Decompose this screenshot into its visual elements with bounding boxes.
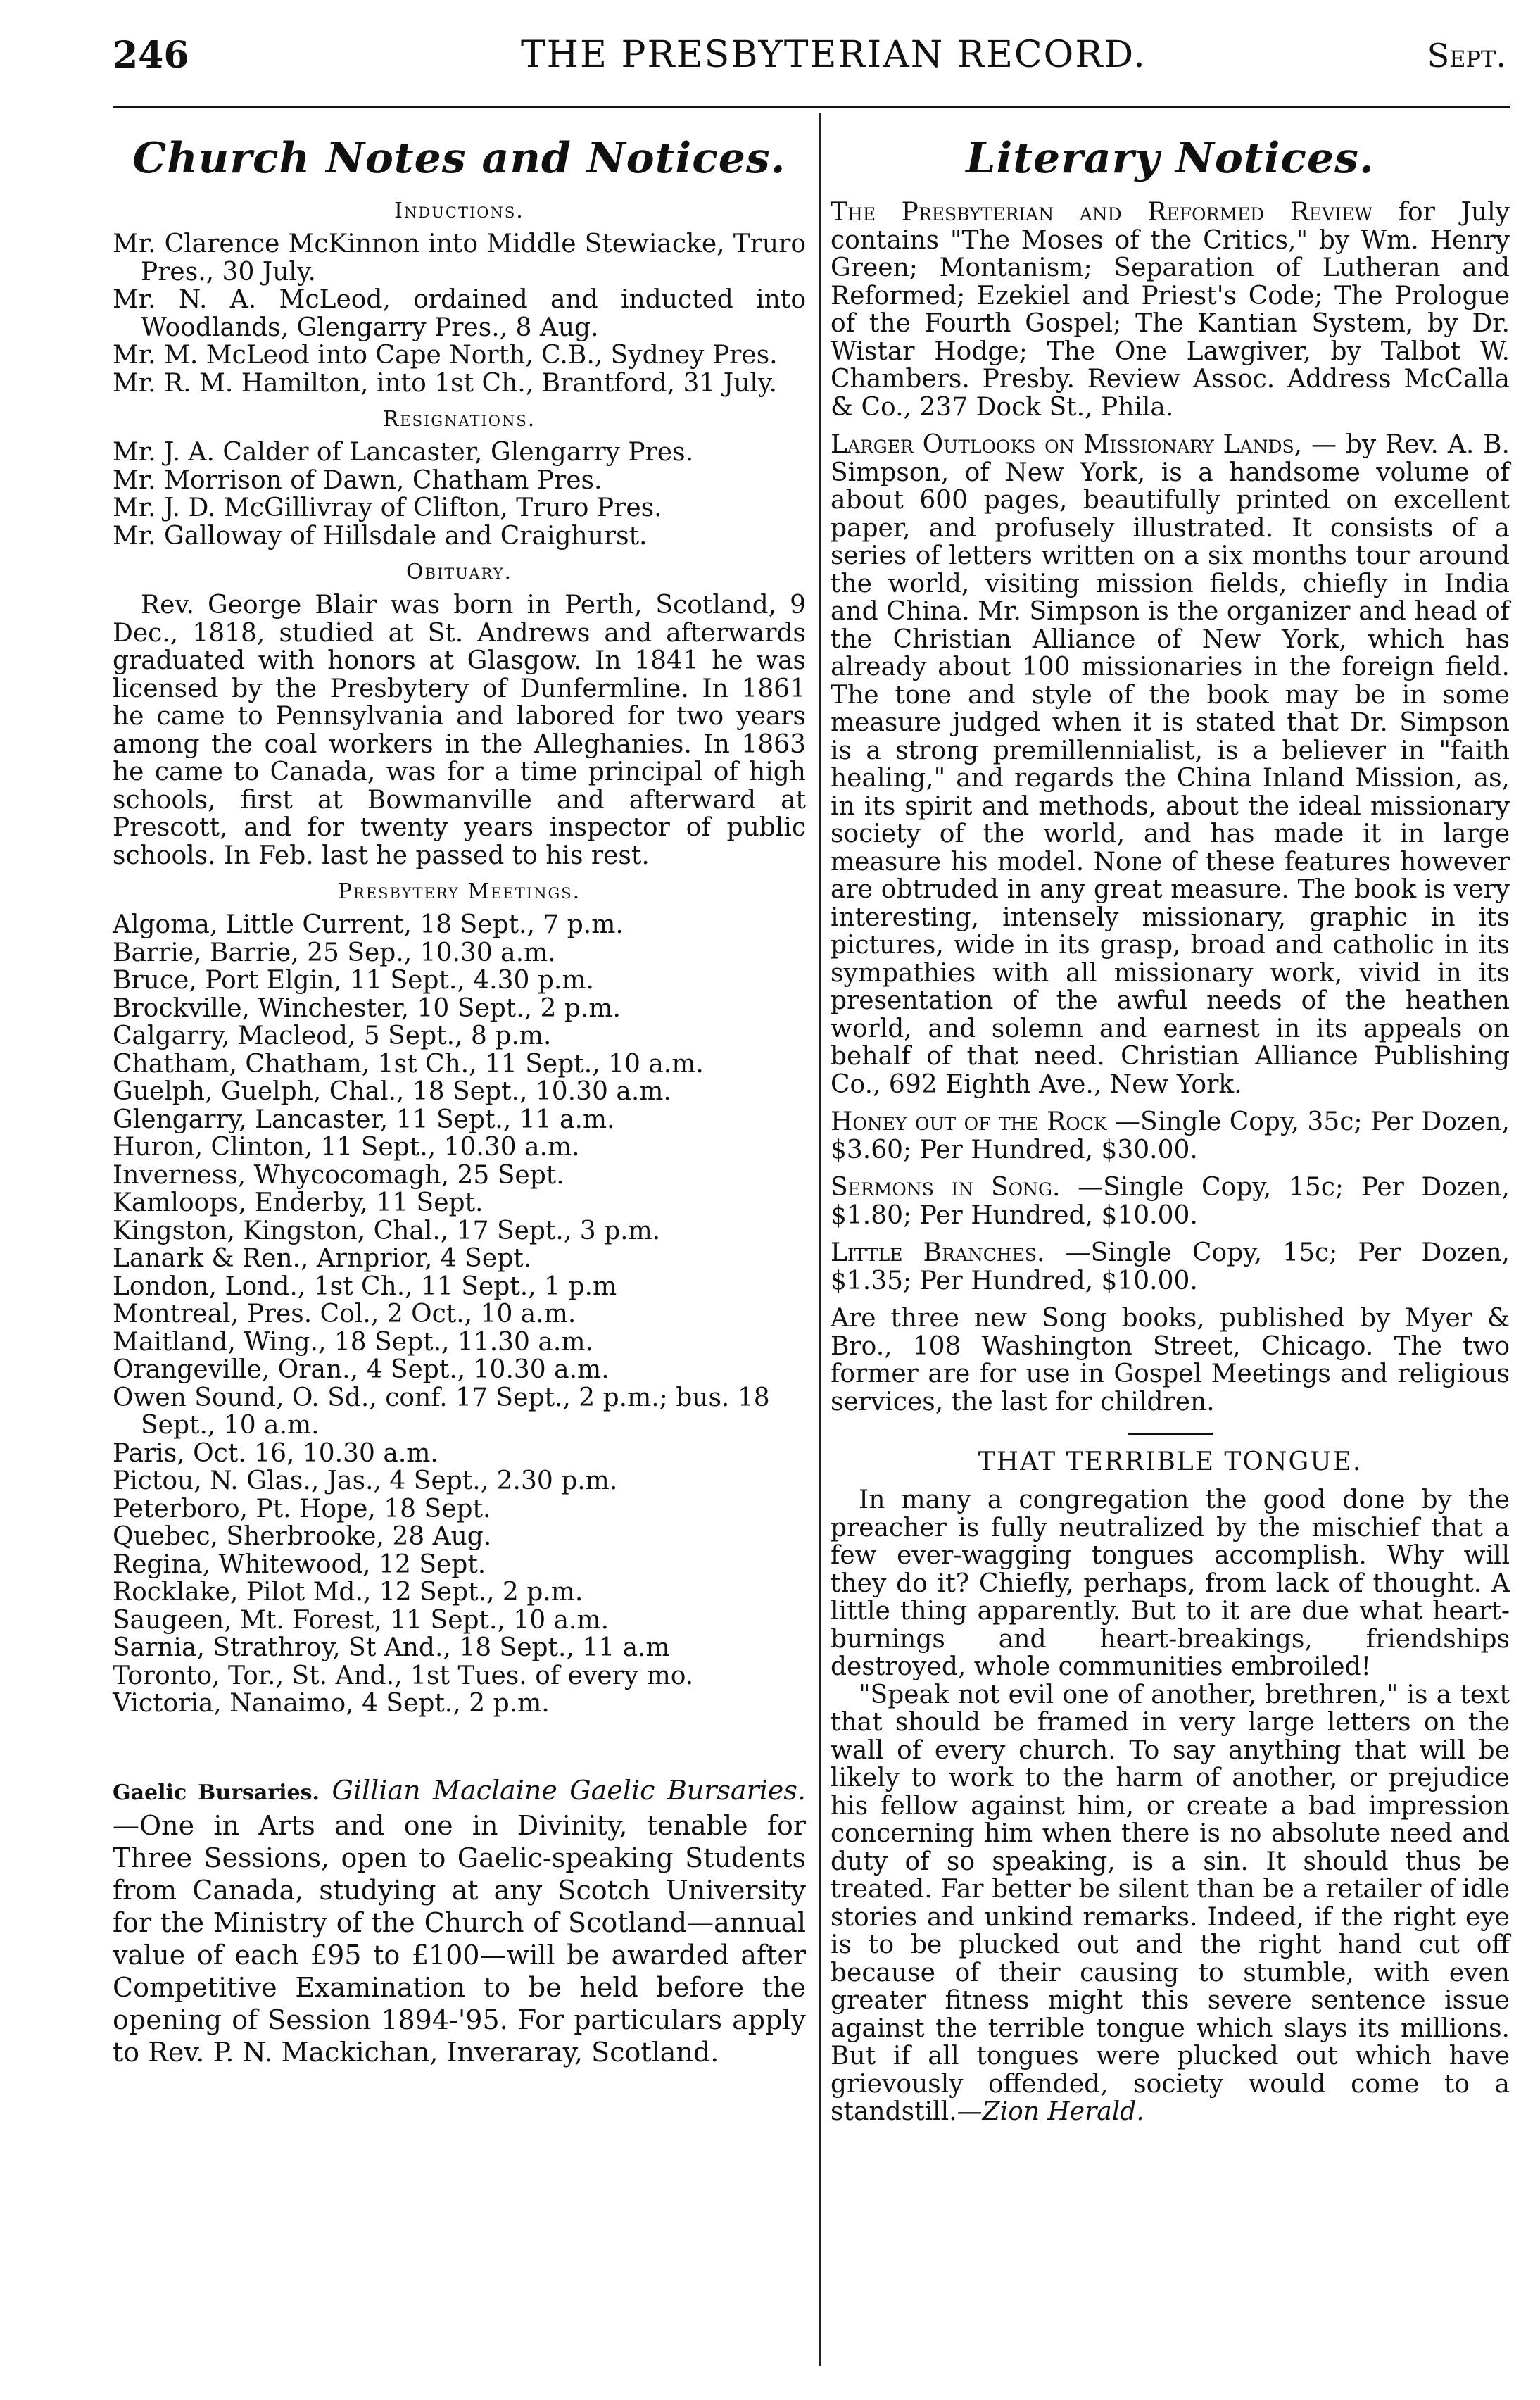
tongue-article-title: THAT TERRIBLE TONGUE. [978,1447,1363,1476]
meeting-item: Quebec, Sherbrooke, 28 Aug. [113,1522,492,1551]
resignation-item: Mr. Galloway of Hillsdale and Craighurst. [113,521,648,551]
notice-lead: Sermons in Song. [831,1173,1061,1202]
notice-text: for July contains "The Moses of the Critics," by Wm. Henry Green; Montanism; Separation of Lutheran and Reformed; Ezekiel and Priest's Code; The Prologue of the Fourth Gospel; The Kantian System, by Dr. Wistar Hodge; The One Lawgiver, by Talbot W. Chambers. Presby. Review Assoc. Address McCalla & Co., 237 Dock St., Phila. [831,198,1510,422]
gaelic-bursaries-title: Gillian Maclaine Gaelic Bursaries. [332,1774,806,1806]
tongue-article-body [831,1486,1510,2126]
meeting-item: Victoria, Nanaimo, 4 Sept., 2 p.m. [113,1689,550,1718]
page-header [113,34,1506,83]
resignations-list [113,439,806,550]
meeting-item: Chatham, Chatham, 1st Ch., 11 Sept., 10 a.m. [113,1049,704,1079]
notice-text: —Single Copy, 15c; Per Dozen, $1.80; Per Hundred, $10.00. [831,1173,1510,1230]
induction-item: Mr. R. M. Hamilton, into 1st Ch., Brantford, 31 July. [113,368,777,398]
literary-notice [831,1305,1510,1416]
notice-lead: Larger Outlooks on Missionary Lands, [831,430,1303,459]
meetings-heading: Presbytery Meetings. [337,879,581,904]
meeting-item: Pictou, N. Glas., Jas., 4 Sept., 2.30 p.m. [113,1466,618,1495]
obituary-text: Rev. George Blair was born in Perth, Scotland, 9 Dec., 1818, studied at St. Andrews and afterwards graduated with honors at Glasgow. In 1841 he was licensed by the Presbytery of Dunfermline. In 1861 he came to Pennsylvania and labored for two years among the coal workers in the Alleghanies. In 1863 he came to Canada, was for a time principal of high schools, first at Bowmanville and afterward at Prescott, and for twenty years inspector of public schools. In Feb. last he passed to his rest. [113,591,806,870]
obituary-body [113,591,806,869]
literary-notice [831,431,1510,1098]
notice-text: — by Rev. A. B. Simpson, of New York, is a handsome volume of about 600 pages, beautifully printed on excellent paper, and profusely illustrated. It consists of a series of letters written on a six months tour around the world, visiting mission fields, chiefly in India and China. Mr. Simpson is the organizer and head of the Christian Alliance of New York, which has already about 100 missionaries in the foreign field. The tone and style of the book may be in some measure judged when it is stated that Dr. Simpson is a strong premillennialist, is a believer in "faith healing," and regards the China Inland Mission, as, in its spirit and methods, about the ideal missionary society of the world, and has made it in large measure his model. None of these features however are obtruded in any great measure. The book is very interesting, intensely missionary, graphic in its pictures, wide in its grasp, broad and catholic in its sympathies with all missionary work, vivid in its presentation of the awful needs of the heathen world, and solemn and earnest in its appeals on behalf of that need. Christian Alliance Publishing Co., 692 Eighth Ave., New York. [831,430,1510,1099]
resignation-item: Mr. J. D. McGillivray of Clifton, Truro Pres. [113,494,662,522]
article-paragraph [831,1681,1510,2126]
article-paragraph: In many a congregation the good done by the preacher is fully neutralized by the mischief that a few ever-wagging tongues accomplish. Why will they do it? Chiefly, perhaps, from lack of thought. A little thing apparently. But to it are due what heart-burnings and heart-breakings, friendships destroyed, whole communities embroiled! [831,1485,1510,1681]
induction-item: Mr. M. McLeod into Cape North, C.B., Sydney Pres. [113,341,778,370]
gaelic-bursaries-text: —One in Arts and one in Divinity, tenable for Three Sessions, open to Gaelic-speaking Students from Canada, studying at any Scotch University for the Ministry of the Church of Scotland—annual value of each £95 to £100—will be awarded after Competitive Examination to be held before the opening of Session 1894-'95. For particulars apply to Rev. P. N. Mackichan, Inveraray, Scotland. [113,1809,806,2068]
literary-notice [831,1108,1510,1164]
literary-notices-heading: Literary Notices. [966,134,1375,183]
meeting-item: Maitland, Wing., 18 Sept., 11.30 a.m. [113,1327,593,1357]
meeting-item: Barrie, Barrie, 25 Sep., 10.30 a.m. [113,938,556,967]
gaelic-bursaries-notice [113,1774,806,2068]
article-paragraph-text: "Speak not evil one of another, brethren," is a text that should be framed in very large letters on the wall of every church. To say anything that will be likely to work to the harm of another, or prejudice his fellow against him, or create a bad impression concerning him when there is no absolute need and duty of so speaking, is a sin. It should thus be treated. Far better be silent than be a retailer of idle stories and unkind remarks. Indeed, if the right eye is to be plucked out and the right hand cut off because of their causing to stumble, with even greater fitness might this severe sentence issue against the terrible tongue which slays its millions. But if all tongues were plucked out which have grievously offended, society would come to a standstill. [831,1680,1510,2126]
meeting-item: Rocklake, Pilot Md., 12 Sept., 2 p.m. [113,1578,583,1607]
publication-title: THE PRESBYTERIAN RECORD. [521,34,1147,76]
meeting-item: Inverness, Whycocomagh, 25 Sept. [113,1160,564,1190]
meeting-item: Montreal, Pres. Col., 2 Oct., 10 a.m. [113,1300,576,1328]
meeting-item: Sarnia, Strathroy, St And., 18 Sept., 11 a.m [113,1633,670,1662]
meeting-item: Glengarry, Lancaster, 11 Sept., 11 a.m. [113,1105,615,1134]
notice-text: —Single Copy, 15c; Per Dozen, $1.35; Per Hundred, $10.00. [831,1238,1510,1295]
obituary-heading: Obituary. [405,560,513,584]
notice-lead: Little Branches. [831,1238,1045,1267]
right-column [831,127,1510,2126]
meeting-item: Kamloops, Enderby, 11 Sept. [113,1188,484,1217]
meeting-item: London, Lond., 1st Ch., 11 Sept., 1 p.m [113,1271,617,1301]
meeting-item: Toronto, Tor., St. And., 1st Tues. of every mo. [113,1661,694,1690]
page-number: 246 [113,34,189,77]
notice-lead: Honey out of the Rock [831,1107,1107,1136]
section-divider [1128,1433,1213,1435]
meeting-item: Orangeville, Oran., 4 Sept., 10.30 a.m. [113,1355,610,1384]
resignation-item: Mr. Morrison of Dawn, Chatham Pres. [113,465,602,495]
notice-lead: The Presbyterian and Reformed Review [831,198,1373,227]
meeting-item: Paris, Oct. 16, 10.30 a.m. [113,1438,438,1468]
meeting-item: Guelph, Guelph, Chal., 18 Sept., 10.30 a.m. [113,1077,671,1106]
meeting-item: Algoma, Little Current, 18 Sept., 7 p.m. [113,910,624,939]
literary-notice [831,1239,1510,1295]
article-source: —Zion Herald. [957,2097,1144,2126]
meeting-item: Bruce, Port Elgin, 11 Sept., 4.30 p.m. [113,966,594,995]
meeting-item: Brockville, Winchester, 10 Sept., 2 p.m. [113,993,621,1023]
meeting-item: Owen Sound, O. Sd., conf. 17 Sept., 2 p.m.; bus. 18 Sept., 10 a.m. [113,1383,770,1440]
column-divider [819,113,821,2366]
meeting-item: Regina, Whitewood, 12 Sept. [113,1550,486,1579]
literary-notice [831,1174,1510,1229]
inductions-heading: Inductions. [394,199,524,223]
inductions-list [113,230,806,397]
resignation-item: Mr. J. A. Calder of Lancaster, Glengarry Pres. [113,438,694,467]
gaelic-bursaries-label: Gaelic Bursaries. [113,1780,320,1805]
left-column [113,127,806,2068]
notice-text: —Single Copy, 35c; Per Dozen, $3.60; Per Hundred, $30.00. [831,1107,1510,1164]
literary-notice [831,199,1510,421]
meeting-item: Kingston, Kingston, Chal., 17 Sept., 3 p.m. [113,1216,661,1245]
meeting-item: Huron, Clinton, 11 Sept., 10.30 a.m. [113,1133,580,1162]
meeting-item: Peterboro, Pt. Hope, 18 Sept. [113,1494,491,1523]
induction-item: Mr. Clarence McKinnon into Middle Stewiacke, Truro Pres., 30 July. [113,230,806,287]
church-notes-heading: Church Notes and Notices. [132,134,786,183]
induction-item: Mr. N. A. McLeod, ordained and inducted into Woodlands, Glengarry Pres., 8 Aug. [113,285,806,342]
meeting-item: Lanark & Ren., Arnprior, 4 Sept. [113,1244,532,1273]
issue-month: Sept. [1427,37,1506,75]
resignations-heading: Resignations. [382,407,536,432]
meeting-item: Saugeen, Mt. Forest, 11 Sept., 10 a.m. [113,1605,610,1635]
meetings-list [113,911,806,1718]
notice-text: Are three new Song books, published by Myer & Bro., 108 Washington Street, Chicago. The two former are for use in Gospel Meetings and religious services, the last for children. [831,1304,1510,1416]
meeting-item: Calgarry, Macleod, 5 Sept., 8 p.m. [113,1022,552,1050]
header-rule [113,106,1510,108]
